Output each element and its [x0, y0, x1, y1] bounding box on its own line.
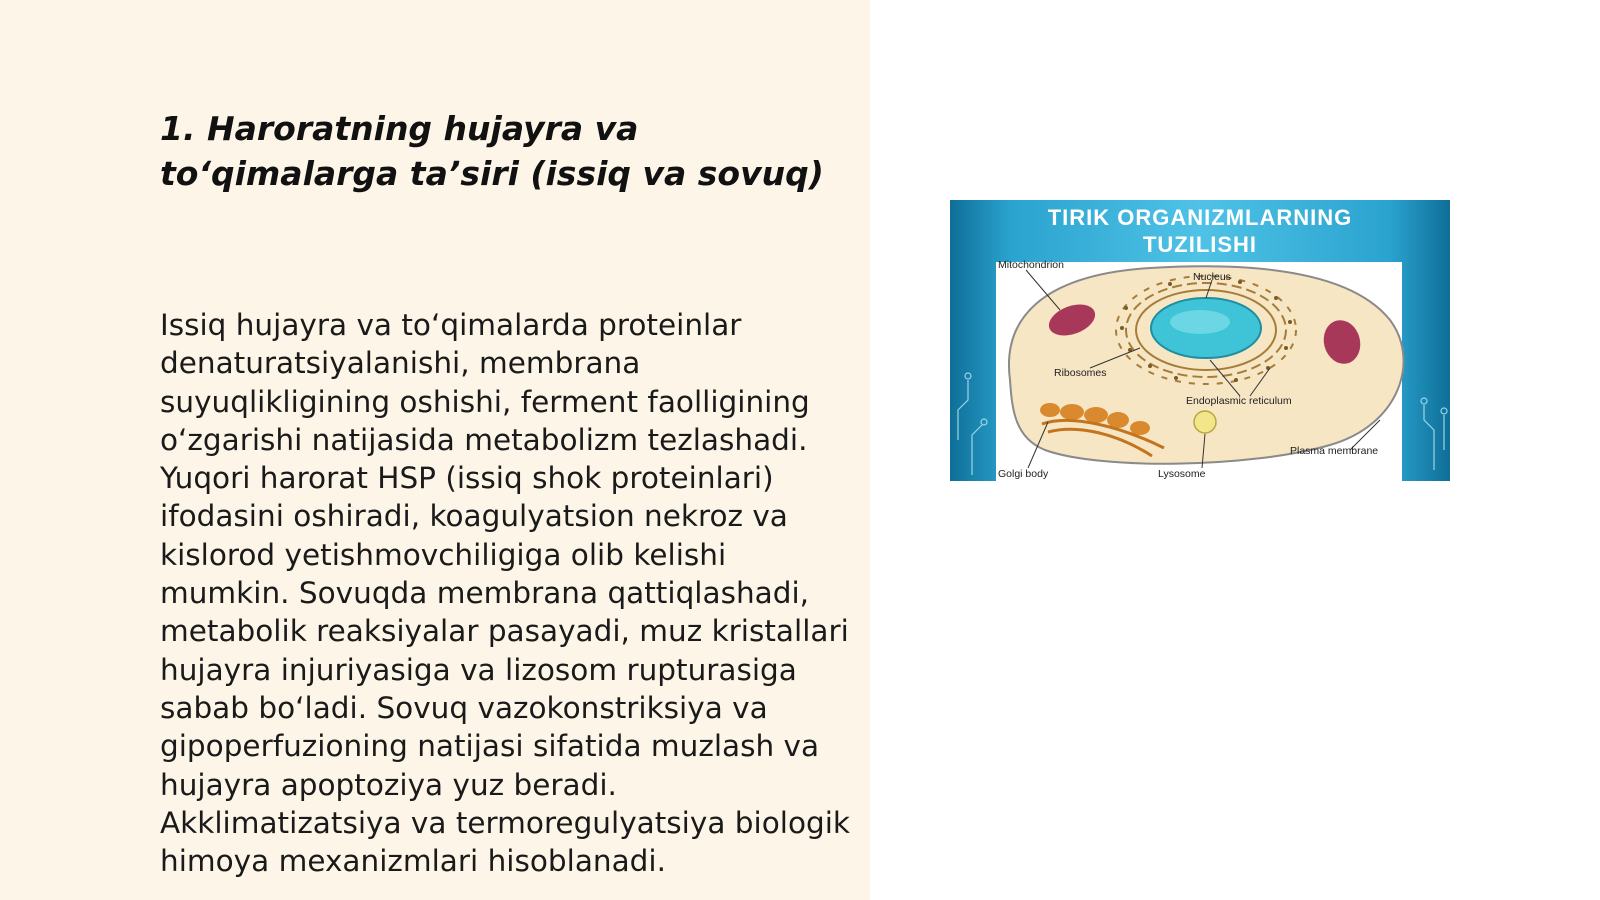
figure-title-line2: TUZILISHI	[1142, 232, 1258, 257]
slide-body-text: Issiq hujayra va to‘qimalarda proteinlar denaturatsiyalanishi, membrana suyuqlikligining oshishi, ferment faolligining o‘zgarishi natijasida metabolizm tezlashadi. Yuqori harorat HSP (issiq shok proteinlari) ifodasini oshiradi, koagulyatsion nekroz va kislorod yetishmovchiligiga olib kelishi mumkin. Sovuqda membrana qattiqlashadi, metabolik reaksiyalar pasayadi, muz kristallari hujayra injuriyasiga va lizosom rupturasiga sabab bo‘ladi. Sovuq vazokonstriksiya va gipoperfuzioning natijasi sifatida muzlash va hujayra apoptoziya yuz beradi. Akklimatizatsiya va termoregulyatsiya biologik himoya mexanizmlari hisoblanadi.	[160, 308, 850, 879]
lysosome	[1194, 411, 1216, 433]
label-plasma-membrane: Plasma membrane	[1290, 445, 1379, 457]
label-lysosome: Lysosome	[1158, 468, 1206, 480]
nucleus-highlight	[1170, 310, 1230, 334]
label-golgi-body: Golgi body	[998, 468, 1049, 480]
label-ribosomes: Ribosomes	[1054, 367, 1107, 379]
figure-title	[950, 204, 1450, 258]
cell-structure-figure	[950, 200, 1450, 481]
slide-title: 1. Haroratning hujayra va to‘qimalarga ta’siri (issiq va sovuq)	[160, 109, 824, 193]
label-endoplasmic-reticulum: Endoplasmic reticulum	[1186, 395, 1292, 407]
label-nucleus: Nucleus	[1193, 271, 1231, 283]
label-mitochondrion: Mitochondrion	[998, 259, 1064, 271]
figure-title-line1: TIRIK ORGANIZMLARNING	[1047, 205, 1353, 230]
